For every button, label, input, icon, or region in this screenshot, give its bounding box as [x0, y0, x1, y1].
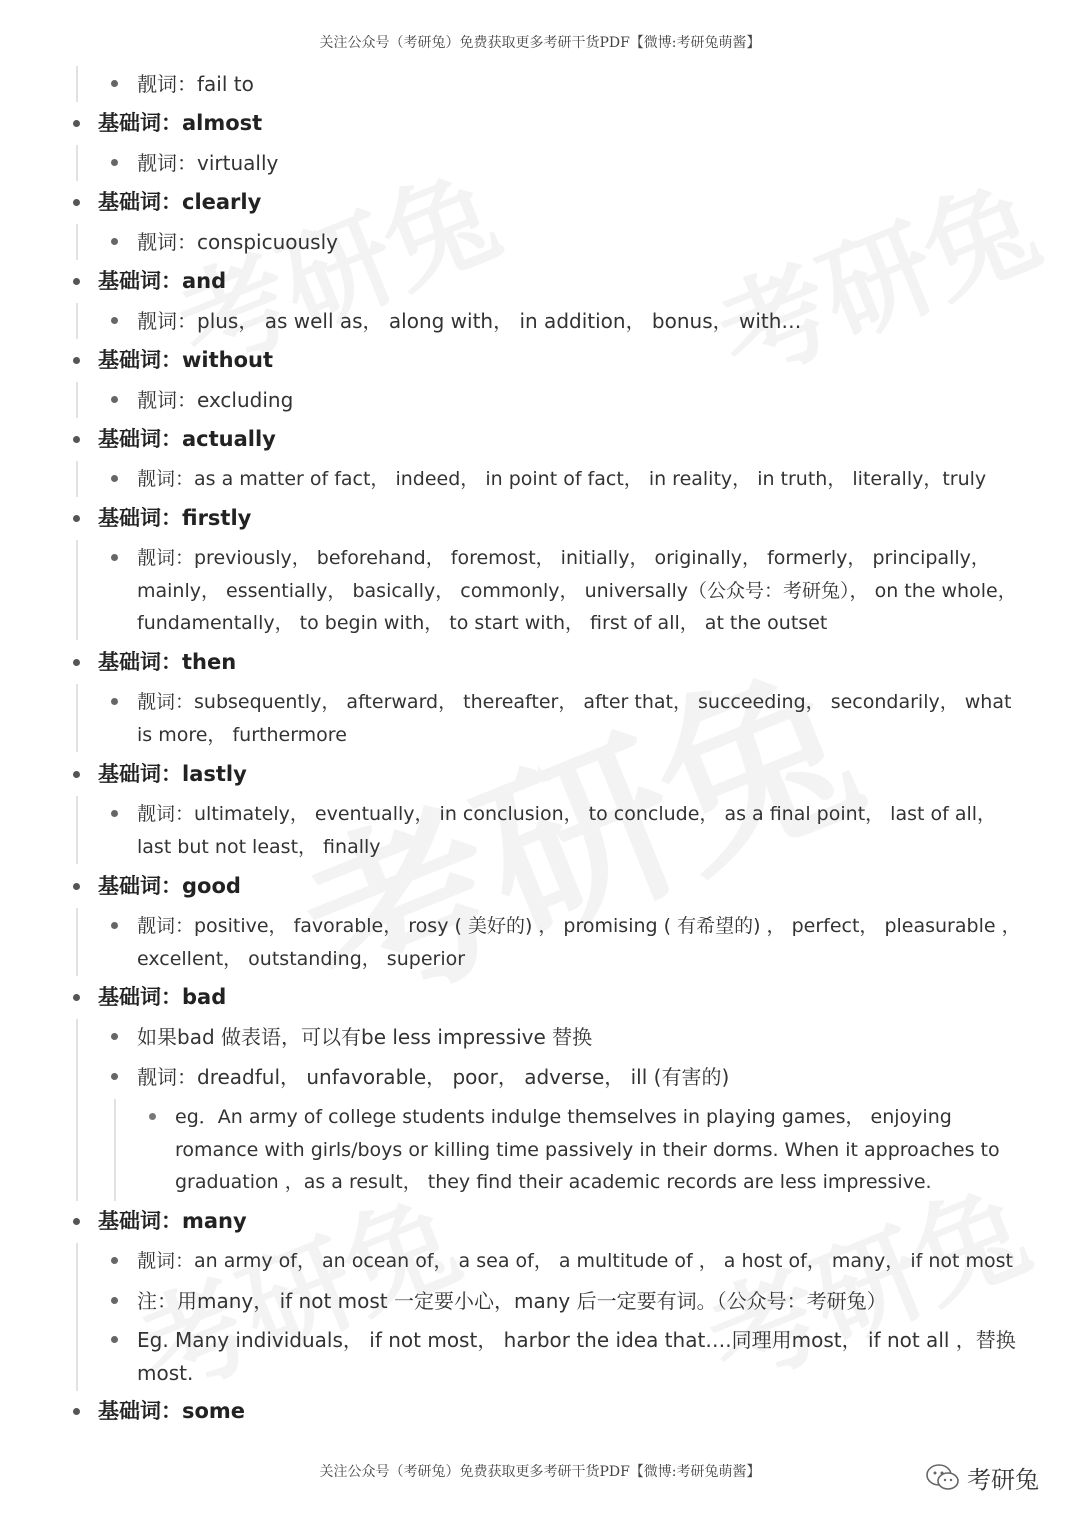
footer-banner: 关注公众号（考研兔）免费获取更多考研干货PDF【微博:考研兔萌酱】	[319, 1464, 761, 1480]
bullet	[73, 771, 80, 778]
indent-line	[76, 1019, 78, 1201]
bullet	[111, 396, 118, 403]
bullet	[73, 515, 80, 522]
bullet	[111, 80, 118, 87]
basic-word: 基础词：many	[98, 1209, 247, 1233]
indent-line	[76, 908, 78, 976]
upgrade-word: 靓词：dreadful， unfavorable， poor， adverse， ill (有害的)	[137, 1065, 730, 1089]
bullet	[73, 357, 80, 364]
bullet	[111, 1033, 118, 1040]
bullet	[111, 475, 118, 482]
upgrade-word: 靓词：excluding	[137, 388, 294, 412]
basic-word: 基础词：firstly	[98, 506, 252, 530]
header-banner: 关注公众号（考研兔）免费获取更多考研干货PDF【微博:考研兔萌酱】	[319, 35, 761, 51]
bullet	[149, 1113, 156, 1120]
usage-note: 注：用many， if not most 一定要小心，many 后一定要有词。（公众号：考研兔）	[137, 1289, 887, 1313]
indent-line	[76, 303, 78, 339]
wechat-icon	[925, 1463, 961, 1493]
upgrade-word: 靓词：positive， favorable， rosy ( 美好的) ， promising ( 有希望的) ， perfect， pleasurable ， excellent， outstanding， superior	[137, 915, 1021, 970]
basic-word: 基础词：without	[98, 348, 274, 372]
upgrade-word: 靓词：fail to	[137, 72, 254, 96]
indent-line	[76, 224, 78, 260]
upgrade-note: 如果bad 做表语，可以有be less impressive 替换	[137, 1025, 593, 1049]
basic-word: 基础词：bad	[98, 985, 227, 1009]
bullet	[73, 659, 80, 666]
indent-line	[76, 684, 78, 752]
upgrade-word: 靓词：subsequently， afterward， thereafter， after that， succeeding， secondarily， what is more， furthermore	[137, 691, 1012, 746]
upgrade-word: 靓词：conspicuously	[137, 230, 338, 254]
upgrade-word: 靓词：virtually	[137, 151, 279, 175]
bullet	[73, 1408, 80, 1415]
upgrade-word: 靓词：plus， as well as， along with， in addition， bonus， with…	[137, 309, 802, 333]
basic-word: 基础词：almost	[98, 111, 263, 135]
basic-word: 基础词：actually	[98, 427, 276, 451]
bullet	[73, 199, 80, 206]
example-sentence: eg．An army of college students indulge themselves in playing games， enjoying romance with girls/boys or killing time passively in their dorms. When it approaches to graduation ，as a result， they find their academic records are less impressive.	[175, 1106, 1000, 1193]
basic-word: 基础词：then	[98, 650, 237, 674]
bullet	[73, 436, 80, 443]
upgrade-word: 靓词：ultimately， eventually， in conclusion， to conclude， as a final point， last of all， last but not least， finally	[137, 803, 997, 858]
upgrade-word: 靓词：an army of， an ocean of， a sea of， a multitude of ， a host of， many， if not most	[137, 1250, 1013, 1272]
bullet	[111, 810, 118, 817]
bullet	[73, 120, 80, 127]
bullet	[73, 278, 80, 285]
brand-logo	[925, 1460, 1039, 1495]
bullet	[73, 883, 80, 890]
basic-word: 基础词：clearly	[98, 190, 262, 214]
indent-line	[114, 1099, 116, 1201]
upgrade-word: 靓词：as a matter of fact， indeed， in point of fact， in reality， in truth， literally，truly	[137, 468, 987, 490]
basic-word: 基础词：lastly	[98, 762, 247, 786]
indent-line	[76, 66, 78, 102]
indent-line	[76, 540, 78, 640]
bullet	[73, 994, 80, 1001]
bullet	[111, 554, 118, 561]
bullet	[111, 922, 118, 929]
bullet	[111, 1297, 118, 1304]
bullet	[111, 1073, 118, 1080]
indent-line	[76, 461, 78, 497]
bullet	[73, 1218, 80, 1225]
basic-word: 基础词：some	[98, 1399, 246, 1423]
bullet	[111, 159, 118, 166]
bullet	[111, 698, 118, 705]
bullet	[111, 317, 118, 324]
basic-word: 基础词：good	[98, 874, 241, 898]
basic-word: 基础词：and	[98, 269, 227, 293]
bullet	[111, 238, 118, 245]
indent-line	[76, 1243, 78, 1391]
bullet	[111, 1336, 118, 1343]
indent-line	[76, 796, 78, 864]
example-sentence: Eg. Many individuals， if not most， harbor the idea that….同理用most， if not all ，替换 most.	[137, 1328, 1016, 1385]
brand-name: 考研兔	[967, 1466, 1039, 1494]
indent-line	[76, 382, 78, 418]
indent-line	[76, 145, 78, 181]
upgrade-word: 靓词：previously， beforehand， foremost， initially， originally， formerly， principally， mainly， essentially， basically， commonly， universally（公众号：考研兔）， on the whole， fundamentally， to begin with， to start with， first of all， at the outset	[137, 547, 1017, 634]
bullet	[111, 1257, 118, 1264]
